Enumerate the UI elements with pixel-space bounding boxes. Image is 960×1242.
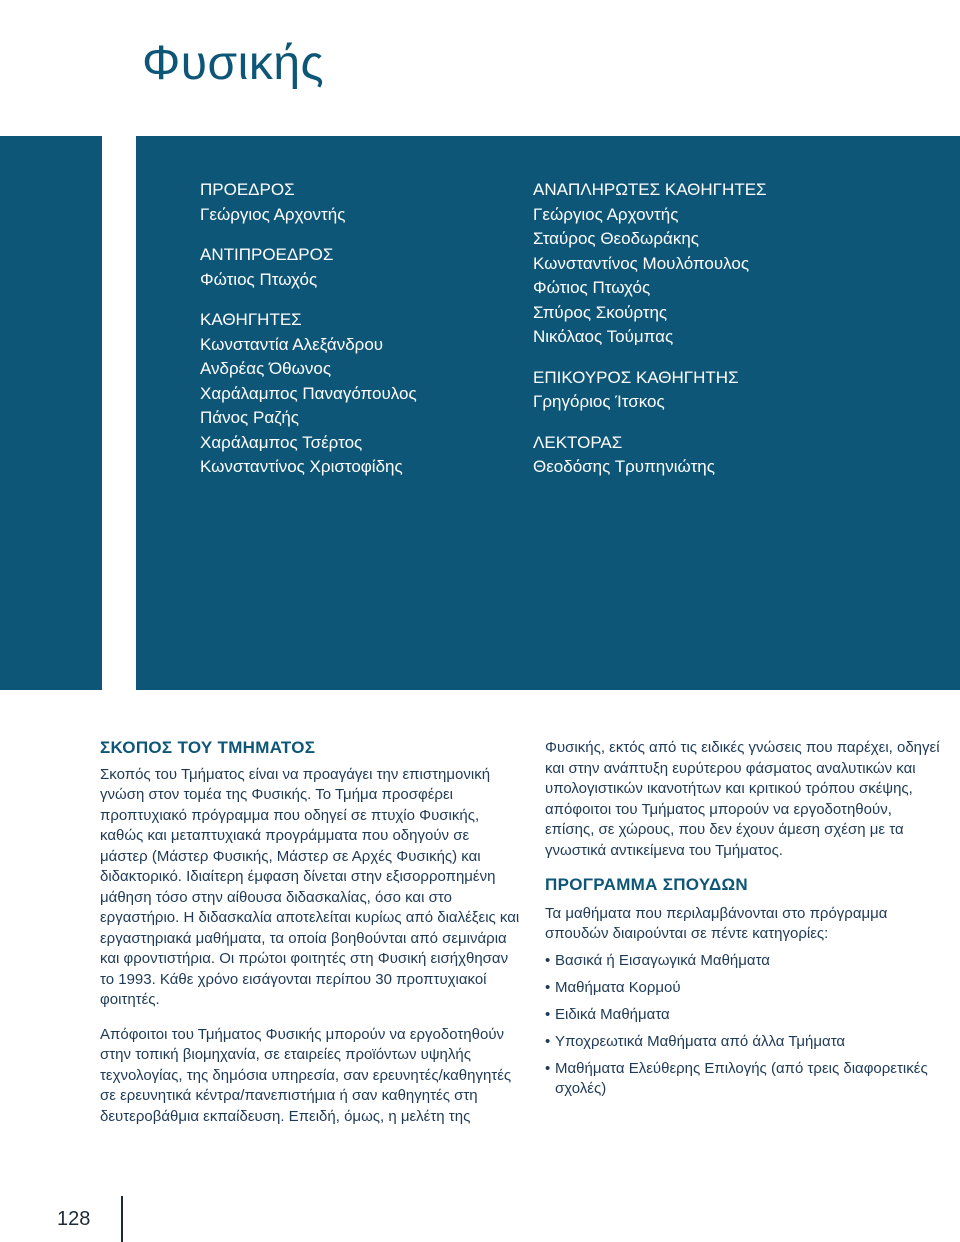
staff-heading: ΠΡΟΕΔΡΟΣ: [200, 180, 295, 199]
bullet-icon: •: [545, 1032, 551, 1050]
list-item: [545, 978, 945, 998]
staff-group-assistant-professor: [533, 366, 767, 415]
purpose-paragraph: Σκοπός του Τμήματος είναι να προαγάγει την επιστημονική γνώση στον τομέα της Φυσικής. Το Τμήμα προσφέρει προπτυχιακό πρόγραμμα που οδηγεί σε πτυχίο Φυσικής, καθώς και μεταπτυχιακά προγράμματα που οδηγούν σε μάστερ (Μάστερ Φυσικής, Μάστερ σε Αρχές Φυσικής) και διδακτορικό. Ιδιαίτερη έμφαση δίνεται στην εξισορροπημένη μάθηση τόσο στην αίθουσα διδασκαλίας, όσο και στο εργαστήριο. Η διδασκαλία αποτελείται κυρίως από διαλέξεις και εργαστηριακά μαθήματα, τα οποία βοηθούνται από σεμινάρια και φροντιστήρια. Οι πρώτοι φοιτητές στη Φυσική εισήχθησαν το 1993. Κάθε χρόνο εισάγονται περίπου 30 προπτυχιακοί φοιτητές.: [100, 765, 520, 1008]
staff-heading: ΑΝΤΙΠΡΟΕΔΡΟΣ: [200, 245, 334, 264]
list-item-label: Υποχρεωτικά Μαθήματα από άλλα Τμήματα: [555, 1032, 846, 1050]
staff-heading: ΑΝΑΠΛΗΡΩΤΕΣ ΚΑΘΗΓΗΤΕΣ: [533, 180, 767, 199]
text-column-left: [100, 738, 520, 1141]
list-item: [545, 1032, 945, 1052]
graduates-paragraph-continued: Φυσικής, εκτός από τις ειδικές γνώσεις που παρέχει, οδηγεί και στην ανάπτυξη ευρύτερου φάσματος αναλυτικών και υπολογιστικών ικανοτήτων και κριτικού τρόπου σκέψης, απόφοιτοι του Τμήματος μπορούν να εργοδοτηθούν, επίσης, σε χώρους, που δεν έχουν άμεση σχέση με τα γνωστικά αντικείμενα του Τμήματος.: [545, 739, 940, 859]
list-item: [545, 951, 945, 971]
list-item-label: Μαθήματα Κορμού: [555, 978, 681, 996]
staff-heading: ΕΠΙΚΟΥΡΟΣ ΚΑΘΗΓΗΤΗΣ: [533, 367, 739, 387]
staff-name: Φώτιος Πτωχός: [533, 278, 651, 297]
staff-name: Κωνσταντίνος Μουλόπουλος: [533, 253, 750, 273]
panel-gutter: [102, 136, 136, 690]
staff-group-professors: [200, 308, 417, 480]
staff-name: Σπύρος Σκούρτης: [533, 302, 668, 322]
staff-name: Γεώργιος Αρχοντής: [533, 204, 679, 224]
staff-name: Πάνος Ραζής: [200, 408, 299, 427]
staff-name: Κωνσταντίνος Χριστοφίδης: [200, 457, 403, 476]
staff-name: Χαράλαμπος Τσέρτος: [200, 432, 363, 452]
staff-group-vice-president: [200, 243, 417, 292]
staff-group-lecturer: [533, 431, 767, 480]
text-column-right: [545, 738, 945, 1106]
staff-group-associate-professors: [533, 178, 767, 350]
list-item-label: Βασικά ή Εισαγωγικά Μαθήματα: [555, 951, 770, 969]
staff-group-president: [200, 178, 417, 227]
staff-name: Νικόλαος Τούμπας: [533, 327, 674, 346]
bullet-icon: •: [545, 1005, 551, 1023]
staff-name: Κωνσταντία Αλεξάνδρου: [200, 334, 384, 354]
bullet-icon: •: [545, 978, 551, 996]
list-item-label: Ειδικά Μαθήματα: [555, 1005, 670, 1023]
staff-name: Γεώργιος Αρχοντής: [200, 204, 346, 224]
bullet-icon: •: [545, 951, 551, 969]
course-category-list: [545, 951, 945, 1099]
program-heading: ΠΡΟΓΡΑΜΜΑ ΣΠΟΥΔΩΝ: [545, 875, 748, 894]
graduates-paragraph: Απόφοιτοι του Τμήματος Φυσικής μπορούν να εργοδοτηθούν στην τοπική βιομηχανία, σε εταιρείες προϊόντων υψηλής τεχνολογίας, της δημόσια υπηρεσία, σαν ερευνητές/καθηγητές σε ερευνητικά κέντρα/πανεπιστήμια ή σαν καθηγητές στη δευτεροβάθμια εκπαίδευση. Επειδή, όμως, η μελέτη της: [100, 1025, 512, 1125]
program-intro: Τα μαθήματα που περιλαμβάνονται στο πρόγραμμα σπουδών διαιρούνται σε πέντε κατηγορίες:: [545, 904, 888, 942]
staff-name: Ανδρέας Όθωνος: [200, 359, 332, 378]
page-title: Φυσικής: [142, 37, 325, 90]
staff-heading: ΚΑΘΗΓΗΤΕΣ: [200, 310, 302, 329]
page-margin: [0, 0, 102, 136]
staff-name: Γρηγόριος Ίτσκος: [533, 392, 665, 411]
list-item-label: Μαθήματα Ελεύθερης Επιλογής (από τρεις διαφορετικές σχολές): [555, 1059, 928, 1097]
page-number-divider: [121, 1196, 123, 1242]
page-number: 128: [57, 1208, 91, 1230]
staff-column-right: [533, 178, 767, 496]
staff-name: Χαράλαμπος Παναγόπουλος: [200, 383, 417, 403]
staff-column-left: [200, 178, 417, 496]
purpose-heading: ΣΚΟΠΟΣ ΤΟΥ ΤΜΗΜΑΤΟΣ: [100, 738, 316, 757]
staff-name: Φώτιος Πτωχός: [200, 269, 318, 289]
staff-heading: ΛΕΚΤΟΡΑΣ: [533, 432, 623, 452]
bullet-icon: •: [545, 1059, 551, 1077]
staff-name: Σταύρος Θεοδωράκης: [533, 229, 699, 248]
list-item: [545, 1005, 945, 1025]
staff-name: Θεοδόσης Τρυπηνιώτης: [533, 457, 715, 476]
list-item: [545, 1059, 945, 1099]
